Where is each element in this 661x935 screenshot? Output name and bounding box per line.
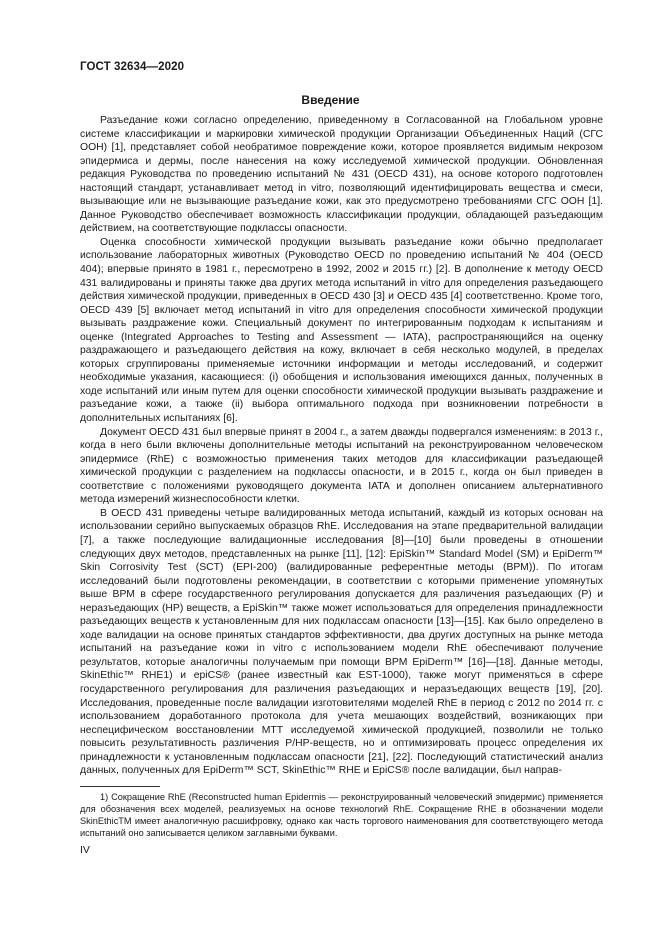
paragraph: Документ OECD 431 был впервые принят в 2004 г., а затем дважды подвергался изменениям: в 2013 г., когда в него были включены дополнительные методы испытаний на реконструированном человеческом эпидермисе (RhE) с возможностью применения таких методов для классификации разъедающей химической продукции с разделением на подклассы опасности, и в 2015 г., когда он был приведен в соответствие с положениями руководящего документа IATA и дополнен описанием альтернативного метода измерений жизнеспособности клетки. <box>80 426 603 506</box>
section-title: Введение <box>301 93 360 107</box>
paragraph: Разъедание кожи согласно определению, приведенному в Согласованной на Глобальном уровне системе классификации и маркировки химической продукции Организации Объединенных Наций (СГС ООН) [1], представляет собой необратимое повреждение кожи, которое проявляется видимым некрозом эпидермиса и дермы, после нанесения на кожу исследуемой химической продукции. Обновленная редакция Руководства по проведению испытаний № 431 (OECD 431), на основе которого подготовлен настоящий стандарт, устанавливает метод in vitro, позволяющий идентифицировать вещества и смеси, вызывающие или не вызывающие разъедание кожи, как это предусмотрено требованиями СГС ООН [1]. Данное Руководство обеспечивает возможность классификации продукции, обладающей разъедающим действием, на соответствующие подклассы опасности. <box>80 115 603 235</box>
footnote-text: 1) Сокращение RhE (Reconstructed human Epidermis — реконструированный человеческий эпидермис) применяется для обозначения всех моделей, реализуемых на основе технологий RhE. Сокращение RHE в обозначении модели SkinEthicTM имеет аналогичную расшифровку, однако как часть торгового наименования для соответствующего метода испытаний оно записывается целиком заглавными буквами. <box>80 792 603 838</box>
paragraph: В OECD 431 приведены четыре валидированных метода испытаний, каждый из которых основан на использовании серийно выпускаемых образцов RhE. Исследования на этапе предварительной валидации [7], а также последующие валидационные исследования [8]—[10] были проведены в отношении следующих двух методов, представленных на рынке [11], [12]: EpiSkin™ Standard Model (SM) и EpiDerm™ Skin Corrosivity Test (SCT) (EPI-200) (валидированные референтные методы (ВРМ)). По итогам исследований были подготовлены рекомендации, в соответствии с которыми применение упомянутых выше ВРМ в сфере государственного регулирования допускается для различения разъедающих (Р) и неразъедающих (НР) веществ, а EpiSkin™ также может использоваться для определения принадлежности разъедающих веществ к установленным для них подклассам опасности [13]—[15]. Как было определено в ходе валидации на основе принятых стандартов эффективности, два других доступных на рынке метода испытаний на разъедание кожи in vitro с использованием модели RhE обеспечивают получение результатов, которые аналогичны получаемым при помощи ВРМ EpiDerm™ [16]—[18]. Данные методы, SkinEthic™ RHE1) и epiCS® (ранее известный как EST-1000), также могут применяться в сфере государственного регулирования для различения разъедающих и неразъедающих веществ [19], [20]. Исследования, проведенные после валидации изготовителями моделей RhE в период с 2012 по 2014 гг. с использованием доработанного протокола для учета мешающих воздействий, возникающих при неспецифическом восстановлении МТТ исследуемой химической продукцией, позволили не только повысить результативность различения Р/НР-веществ, но и оптимизировать процесс определения их принадлежности к установленным подклассам опасности [21], [22]. Последующий статистический анализ данных, полученных для EpiDerm™ SCT, SkinEthic™ RHE и EpiCS® после валидации, был направ- <box>80 507 603 777</box>
page-number: IV <box>80 844 90 856</box>
footnote-divider <box>80 786 160 787</box>
footnote <box>80 791 603 839</box>
body-text <box>80 114 603 778</box>
paragraph: Оценка способности химической продукции вызывать разъедание кожи обычно предполагает использование лабораторных животных (Руководство OECD по проведению испытаний № 404 (OECD 404); впервые принято в 1981 г., пересмотрено в 1992, 2002 и 2015 гг.) [2]. В дополнение к методу OECD 431 валидированы и приняты также два других метода испытаний in vitro для определения разъедающего действия химической продукции, приведенных в OECD 430 [3] и OECD 435 [4] соответственно. Кроме того, OECD 439 [5] включает метод испытаний in vitro для определения способности химической продукции вызывать раздражение кожи. Специальный документ по интегрированным подходам к испытаниям и оценке (Integrated Approaches to Testing and Assessment — IATA), распространяющийся на оценку раздражающего и разъедающего действия на кожу, включает в себя несколько модулей, в пределах которых сгруппированы применяемые источники информации и методы исследований, и содержит необходимые указания, касающиеся: (i) обобщения и использования имеющихся данных, полученных в ходе испытаний или иным путем для оценки способности химической продукции вызывать раздражение и разъедание кожи, а также (ii) выбора оптимального подхода при возникновении потребности в дополнительных испытаниях [6]. <box>80 236 603 425</box>
document-code: ГОСТ 32634—2020 <box>80 61 185 73</box>
